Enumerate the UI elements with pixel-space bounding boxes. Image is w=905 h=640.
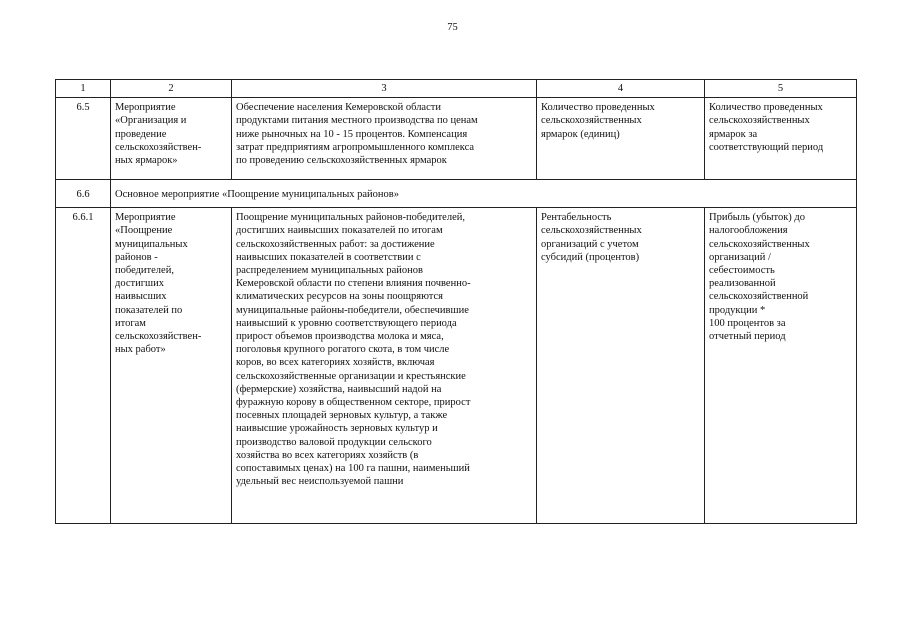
table-row <box>56 208 857 524</box>
header-cell: 1 <box>56 80 111 98</box>
event-description: Поощрение муниципальных районов-победителей, достигших наивысших показателей по итогам сельскохозяйственных работ: за достижение наивысших показателей в соответствии с распределением муниципальных районов Кемеровской области по степени влияния почвенно- климатических ресурсов на зоны поощряются муниципальные районы-победители, обеспечившие наивысший к уровню соответствующего периода прирост объемов производства молока и мяса, поголовья крупного рогатого скота, в том числе коров, во всех категориях хозяйств, включая сельскохозяйственные организации и крестьянские (фермерские) хозяйства, наивысший надой на фуражную корову в общественном секторе, прирост посевных площадей зерновых культур, а также наивысшие урожайность зерновых культур и производство валовой продукции сельского хозяйства во всех категориях хозяйств (в сопоставимых ценах) на 100 га пашни, наименьший удельный вес неиспользуемой пашни <box>232 208 537 524</box>
indicator-name: Количество проведенных сельскохозяйственных ярмарок (единиц) <box>537 98 705 180</box>
header-cell: 4 <box>537 80 705 98</box>
header-row <box>56 80 857 98</box>
header-cell: 2 <box>111 80 232 98</box>
event-name: Мероприятие «Организация и проведение сельскохозяйствен- ных ярмарок» <box>111 98 232 180</box>
event-name: Мероприятие «Поощрение муниципальных районов - победителей, достигших наивысших показателей по итогам сельскохозяйствен- ных работ» <box>111 208 232 524</box>
calculation-method: Прибыль (убыток) до налогообложения сельскохозяйственных организаций / себестоимость реализованной сельскохозяйственной продукции * 100 процентов за отчетный период <box>705 208 857 524</box>
header-cell: 5 <box>705 80 857 98</box>
calculation-method: Количество проведенных сельскохозяйственных ярмарок за соответствующий период <box>705 98 857 180</box>
row-number: 6.5 <box>56 98 111 180</box>
program-table <box>55 79 857 524</box>
page-number: 75 <box>447 22 458 33</box>
event-description: Обеспечение населения Кемеровской области продуктами питания местного производства по ценам ниже рыночных на 10 - 15 процентов. Компенсация затрат предприятиям агропромышленного комплекса по проведению сельскохозяйственных ярмарок <box>232 98 537 180</box>
row-number: 6.6.1 <box>56 208 111 524</box>
table-row <box>56 180 857 208</box>
table-row <box>56 98 857 180</box>
main-event-title: Основное мероприятие «Поощрение муниципальных районов» <box>111 180 857 208</box>
header-cell: 3 <box>232 80 537 98</box>
row-number: 6.6 <box>56 180 111 208</box>
indicator-name: Рентабельность сельскохозяйственных организаций с учетом субсидий (процентов) <box>537 208 705 524</box>
